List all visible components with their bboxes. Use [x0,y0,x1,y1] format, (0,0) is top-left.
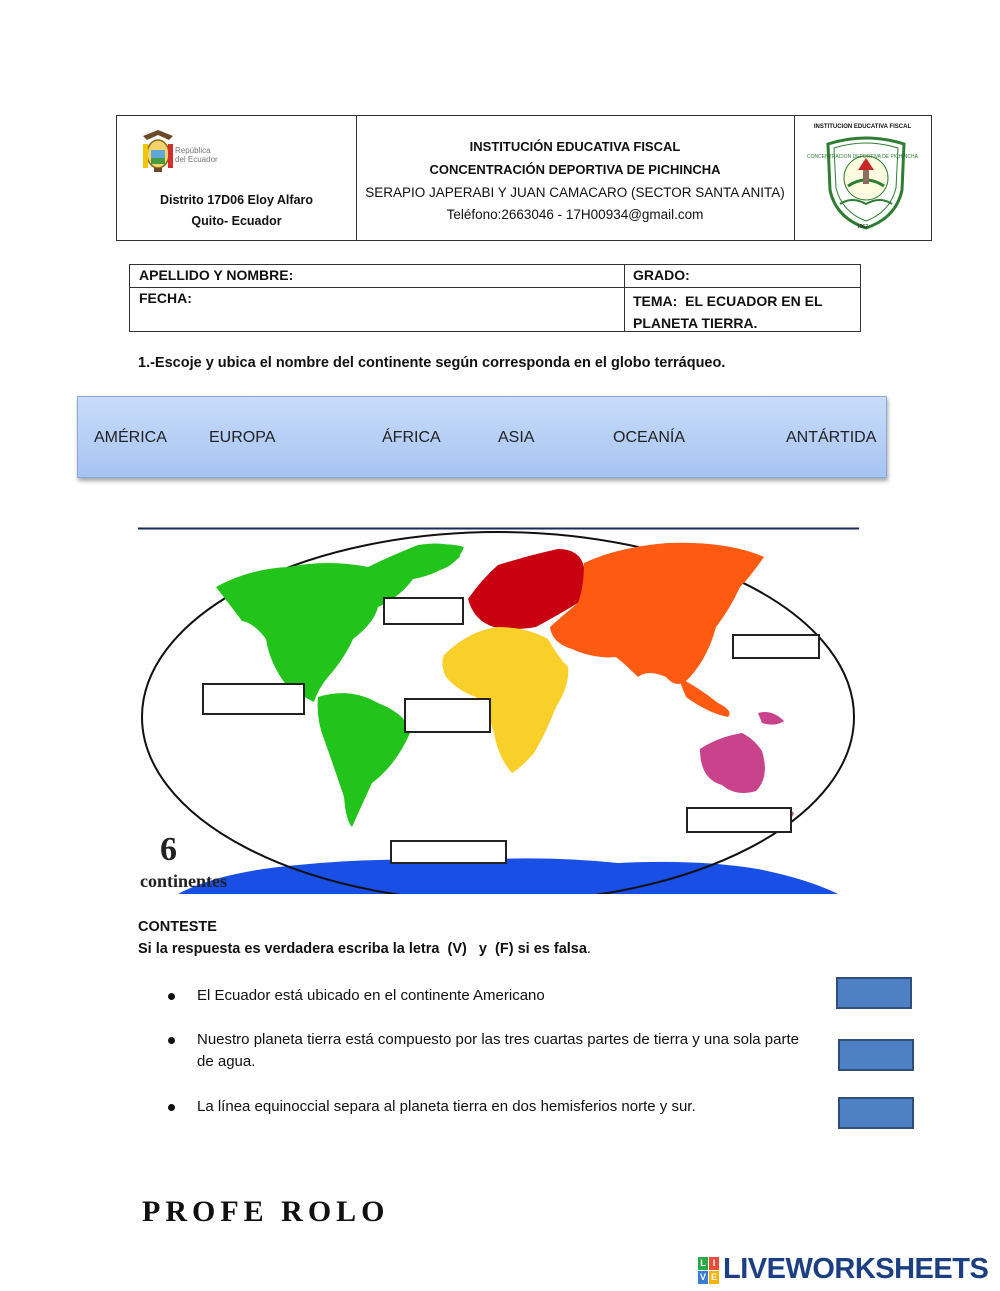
logo-text-line1: República [175,146,211,155]
statement-2: Nuestro planeta tierra está compuesto por las tres cuartas partes de tierra y una sola parte de agua. [197,1031,799,1070]
bullet-1 [168,993,175,1000]
header-center-cell [356,116,795,240]
header-right-cell [794,116,931,240]
tf-answer-box-3[interactable] [838,1097,914,1129]
word-asia[interactable]: ASIA [498,429,535,446]
header-left-cell [117,116,357,240]
answer-box-africa[interactable] [404,698,491,733]
topic-line2: PLANETA TIERRA. [633,315,758,331]
word-europa[interactable]: EUROPA [209,429,276,446]
answer-box-america[interactable] [202,683,305,715]
school-address: SERAPIO JAPERABI Y JUAN CAMACARO (SECTOR SANTA ANITA) [365,185,785,200]
badge-l: L [698,1257,708,1270]
tf-answer-box-2[interactable] [838,1039,914,1071]
district-line1: Distrito 17D06 Eloy Alfaro [159,193,314,207]
school-name: CONCENTRACIÓN DEPORTIVA DE PICHINCHA [429,162,721,177]
grade-label: GRADO: [633,267,690,283]
statement-1: El Ecuador está ubicado en el continente Americano [197,987,545,1004]
section2-instruction [138,941,591,957]
district-line2: Quito- Ecuador [191,214,282,228]
institution-title: INSTITUCIÓN EDUCATIVA FISCAL [469,139,681,154]
world-map [138,527,859,894]
crest-year: 1962 [856,224,869,230]
word-bank [77,396,887,478]
ecuador-coat-of-arms-icon [139,128,177,174]
crest-top-text: INSTITUCION EDUCATIVA FISCAL [813,124,912,130]
liveworksheets-brand: LIVEWORKSHEETS [723,1253,989,1285]
badge-e: E [710,1272,717,1282]
word-antartida[interactable]: ANTÁRTIDA [786,429,877,446]
asia-islands-shape [678,677,730,717]
header-table [116,115,932,241]
topic-line1: TEMA: EL ECUADOR EN EL [633,293,823,309]
answer-box-oceania[interactable] [686,807,792,833]
instruction-end: . [586,941,591,957]
crest-ring-text: CONCENTRACION DEPORTIVA DE PICHINCHA [807,154,918,160]
instruction-text: Si la respuesta es verdadera escriba la letra (V) y (F) si es falsa [138,941,587,957]
answer-box-europe[interactable] [383,597,464,625]
topic [633,290,823,334]
answer-box-antarctica[interactable] [390,840,507,864]
school-phone: Teléfono:2663046 - 17H00934@gmail.com [446,207,704,222]
bullet-3 [168,1104,175,1111]
continent-south-america [318,693,410,827]
question-1: 1.-Escoje y ubica el nombre del continente según corresponda en el globo terráqueo. [138,355,726,371]
tf-answer-box-1[interactable] [836,977,912,1009]
school-crest-icon [822,134,910,230]
answer-box-asia[interactable] [732,634,820,659]
section2-heading: CONTESTE [138,919,217,935]
date-label: FECHA: [139,290,192,306]
word-africa[interactable]: ÁFRICA [382,429,441,446]
continent-oceania [700,733,765,793]
papua-shape [758,712,784,725]
badge-i: I [709,1257,719,1270]
student-info-table [129,264,861,332]
continent-antarctica [178,858,838,894]
map-count: 6 [160,831,177,868]
map-caption: continentes [140,871,227,891]
word-oceania[interactable]: OCEANÍA [613,429,686,446]
liveworksheets-logo-icon [698,1257,720,1285]
badge-v: V [699,1272,706,1282]
bullet-2 [168,1037,175,1044]
statement-3: La línea equinoccial separa al planeta tierra en dos hemisferios norte y sur. [197,1098,696,1115]
word-america[interactable]: AMÉRICA [94,429,167,446]
logo-text-line2: del Ecuador [175,155,218,164]
author-signature: PROFE ROLO [142,1195,390,1228]
name-label: APELLIDO Y NOMBRE: [139,267,294,283]
